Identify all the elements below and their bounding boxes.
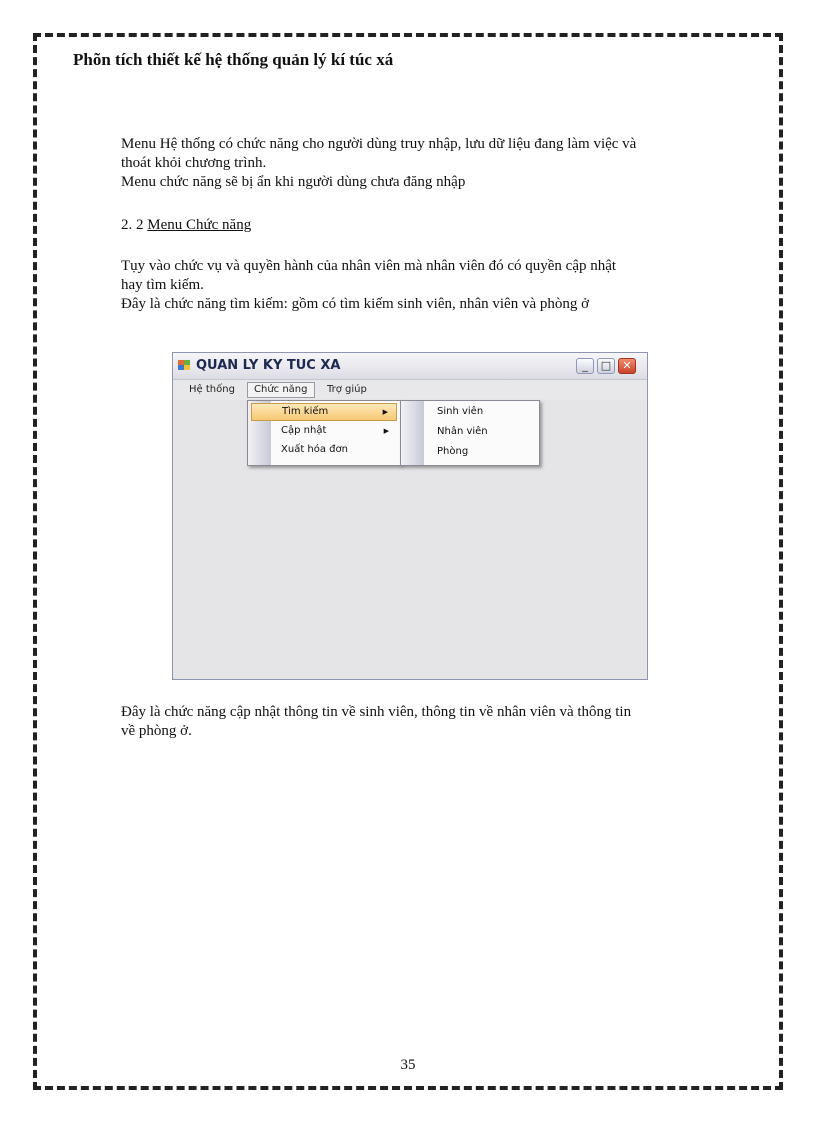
minimize-button[interactable] (576, 358, 594, 374)
menu-item-label: Nhân viên (437, 426, 488, 437)
section-heading (121, 216, 741, 235)
section-number: 2. 2 (121, 217, 148, 233)
menu-tro-giup[interactable]: Trợ giúp (327, 384, 367, 395)
close-icon: ✕ (622, 359, 632, 372)
app-window-screenshot (172, 352, 648, 680)
app-icon (178, 360, 190, 371)
page-header-title: Phõn tích thiết kế hệ thống quản lý kí túc xá (73, 50, 394, 69)
paragraph-system-menu (121, 135, 741, 192)
text-line: thoát khỏi chương trình. (121, 155, 267, 171)
menu-item-cap-nhat[interactable] (251, 422, 397, 440)
menu-item-xuat-hoa-don[interactable] (251, 441, 397, 459)
text-line: Tụy vào chức vụ và quyền hành của nhân viên mà nhân viên đó có quyền cập nhật (121, 258, 617, 274)
menu-he-thong[interactable]: Hệ thống (189, 384, 235, 395)
close-button[interactable] (618, 358, 636, 374)
text-line: Đây là chức năng tìm kiếm: gồm có tìm kiếm sinh viên, nhân viên và phòng ở (121, 296, 590, 312)
paragraph-function-menu (121, 257, 741, 314)
submenu-item-sinh-vien[interactable] (404, 403, 536, 421)
menu-item-tim-kiem[interactable] (251, 403, 397, 421)
window-title: QUAN LY KY TUC XA (196, 358, 341, 373)
page-number: 35 (400, 1057, 416, 1073)
submenu-item-nhan-vien[interactable] (404, 423, 536, 441)
text-line: Menu Hệ thống có chức năng cho người dùng truy nhập, lưu dữ liệu đang làm việc và (121, 136, 637, 152)
text-line: Đây là chức năng cập nhật thông tin về sinh viên, thông tin về nhân viên và thông tin (121, 704, 632, 720)
text-line: hay tìm kiếm. (121, 277, 204, 293)
menu-item-label: Tìm kiếm (282, 406, 329, 417)
text-line: về phòng ở. (121, 723, 192, 739)
submenu-item-phong[interactable] (404, 443, 536, 461)
submenu-arrow-icon: ▶ (383, 427, 389, 435)
submenu-arrow-icon: ▶ (382, 408, 388, 416)
menu-item-label: Xuất hóa đơn (281, 444, 348, 455)
menu-item-label: Phòng (437, 446, 469, 457)
menu-item-label: Cập nhật (281, 425, 327, 436)
menu-chuc-nang[interactable]: Chức năng (247, 382, 315, 398)
menu-item-label: Sinh viên (437, 406, 484, 417)
maximize-button[interactable] (597, 358, 615, 374)
menubar (173, 380, 647, 400)
window-titlebar (173, 353, 647, 380)
text-line: Menu chức năng sẽ bị ẩn khi người dùng chưa đăng nhập (121, 174, 466, 190)
maximize-icon: □ (600, 359, 612, 372)
submenu-tim-kiem (400, 400, 540, 466)
dropdown-chuc-nang (247, 400, 401, 466)
paragraph-update-function (121, 703, 741, 741)
section-title: Menu Chức năng (147, 217, 252, 233)
minimize-icon: _ (582, 359, 588, 372)
